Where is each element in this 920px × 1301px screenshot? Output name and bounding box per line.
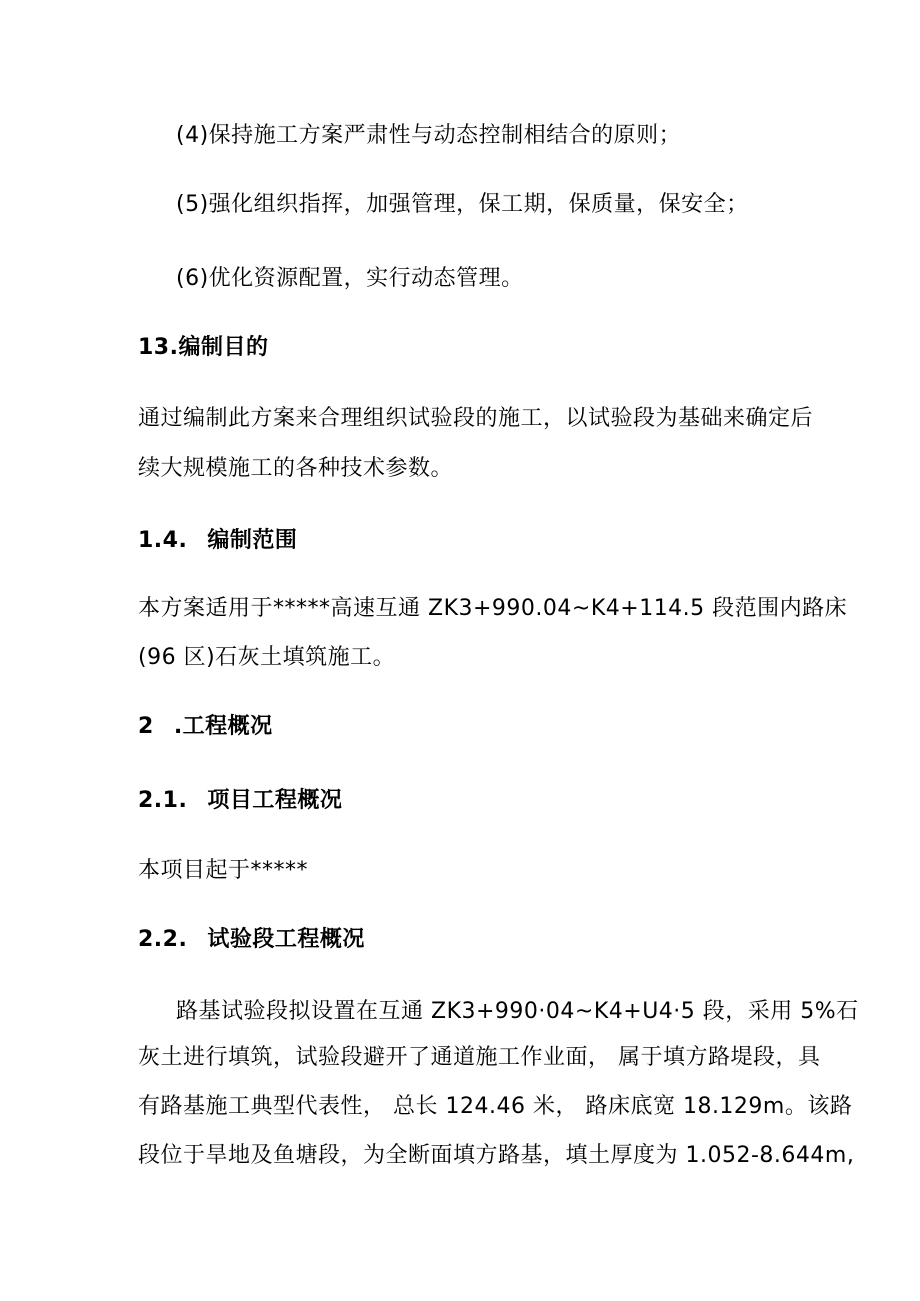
heading-2-1	[138, 787, 342, 815]
paragraph-2-2-line-3: 有路基施工典型代表性， 总长 124.46 米， 路床底宽 18.129m。该路	[138, 1094, 853, 1119]
paragraph-2-1: 本项目起于*****	[138, 858, 309, 883]
heading-2-2-number: 2.2.	[138, 927, 188, 952]
heading-1-4-number: 1.4.	[138, 528, 188, 553]
heading-2-title: .工程概况	[173, 714, 273, 739]
heading-2-number: 2	[138, 714, 154, 739]
heading-1-4	[138, 527, 297, 555]
list-item-principle-4: (4)保持施工方案严肃性与动态控制相结合的原则；	[176, 123, 682, 148]
heading-2-1-title: 项目工程概况	[207, 788, 343, 813]
heading-1-3: 13.编制目的	[138, 335, 269, 360]
paragraph-2-2-line-2: 灰土进行填筑，试验段避开了通道施工作业面， 属于填方路堤段，具	[138, 1045, 821, 1070]
heading-2-1-number: 2.1.	[138, 788, 188, 813]
paragraph-1-4-line-1: 本方案适用于*****高速互通 ZK3+990.04~K4+114.5 段范围内路床	[138, 596, 848, 621]
list-item-principle-6: (6)优化资源配置，实行动态管理。	[176, 266, 524, 291]
heading-2-2-title: 试验段工程概况	[207, 927, 365, 952]
paragraph-1-3-line-2: 续大规模施工的各种技术参数。	[138, 456, 454, 481]
paragraph-1-3-line-1: 通过编制此方案来合理组织试验段的施工，以试验段为基础来确定后	[138, 406, 814, 431]
heading-1-4-title: 编制范围	[207, 528, 298, 553]
heading-2-2	[138, 926, 365, 954]
paragraph-2-2-line-4: 段位于旱地及鱼塘段，为全断面填方路基，填土厚度为 1.052-8.644m,	[138, 1143, 855, 1168]
list-item-principle-5: (5)强化组织指挥，加强管理，保工期，保质量，保安全；	[176, 192, 749, 217]
paragraph-2-2-line-1: 路基试验段拟设置在互通 ZK3+990·04~K4+U4·5 段，采用 5%石	[176, 999, 859, 1024]
heading-2	[138, 713, 273, 741]
paragraph-1-4-line-2: (96 区)石灰土填筑施工。	[138, 645, 396, 670]
